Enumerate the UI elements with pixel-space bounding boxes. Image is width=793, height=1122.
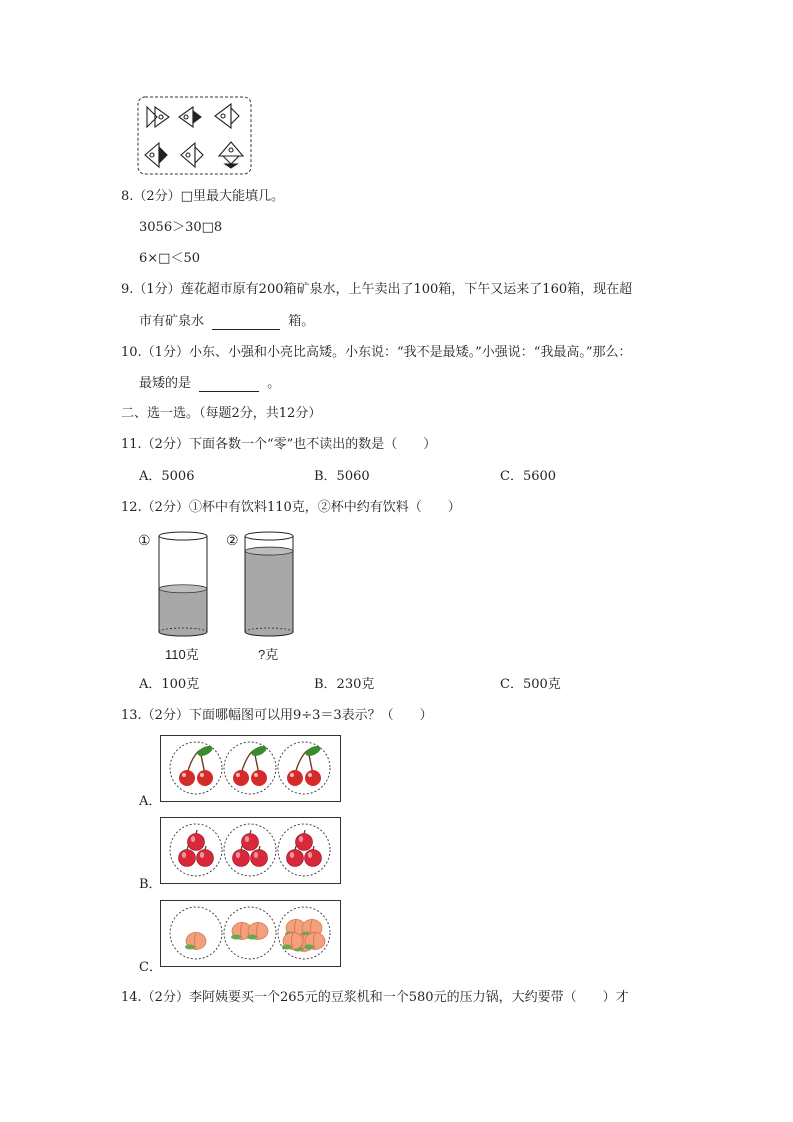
q9-text-after: 箱。 bbox=[288, 314, 315, 329]
group-circle bbox=[224, 742, 276, 794]
q10-stem: 10.（1分）小东、小强和小亮比高矮。小东说：“我不是最矮。”小强说：“我最高。”那么： bbox=[121, 345, 632, 360]
fish-icon bbox=[219, 142, 243, 168]
section-title: 二、选一选。（每题2分，共12分） bbox=[121, 406, 322, 421]
q9-text-before: 市有矿泉水 bbox=[139, 314, 205, 329]
peach-groups bbox=[161, 901, 340, 966]
cup-rim bbox=[159, 532, 207, 540]
apple-groups bbox=[161, 818, 340, 883]
q13-option-b-label[interactable]: B． bbox=[139, 877, 162, 892]
q8-line2: 6×□＜50 bbox=[139, 251, 200, 266]
apple-icon bbox=[296, 830, 313, 851]
fish-icon bbox=[215, 104, 239, 128]
q10-continuation bbox=[139, 376, 280, 392]
peach-icon bbox=[247, 923, 268, 940]
fish-icon bbox=[181, 143, 203, 167]
q12-option-c[interactable]: C．500克 bbox=[500, 677, 561, 692]
cherry-groups bbox=[161, 736, 340, 801]
apple-icon bbox=[242, 830, 259, 851]
cup-rim bbox=[245, 532, 293, 540]
q12-option-b[interactable]: B．230克 bbox=[314, 677, 375, 692]
q10-answer-blank[interactable] bbox=[199, 377, 259, 392]
apple-icon bbox=[188, 830, 205, 851]
q14-stem: 14.（2分）李阿姨要买一个265元的豆浆机和一个580元的压力锅，大约要带（ ）才 bbox=[121, 990, 629, 1005]
liquid-surface bbox=[245, 547, 293, 555]
fish-icon bbox=[179, 107, 201, 127]
cherry-icon bbox=[287, 744, 322, 786]
q13-option-c-label[interactable]: C． bbox=[139, 960, 162, 975]
cup2-label: ?克 bbox=[258, 647, 279, 662]
peach-icon bbox=[282, 933, 303, 950]
fish-icon bbox=[145, 143, 167, 167]
cup2-number: ② bbox=[226, 533, 239, 549]
cup1-label: 110克 bbox=[165, 647, 199, 662]
fish-figure-box bbox=[137, 96, 253, 176]
q10-text-after: 。 bbox=[267, 376, 281, 391]
q10-text-before: 最矮的是 bbox=[139, 376, 192, 391]
cup1-number: ① bbox=[138, 533, 151, 549]
liquid-surface bbox=[159, 585, 207, 593]
q12-stem: 12.（2分）①杯中有饮料110克，②杯中约有饮料（ ） bbox=[121, 500, 461, 515]
q9-stem: 9.（1分）莲花超市原有200箱矿泉水，上午卖出了100箱，下午又运来了160箱，现在超 bbox=[121, 282, 633, 297]
q8-stem: 8.（2分）□里最大能填几。 bbox=[121, 189, 284, 204]
q11-option-a[interactable]: A．5006 bbox=[139, 469, 195, 484]
q13-option-a-picture[interactable] bbox=[160, 735, 341, 802]
peach-icon bbox=[185, 933, 206, 950]
q11-stem: 11.（2分）下面各数一个“零”也不读出的数是（ ） bbox=[121, 437, 437, 452]
q11-option-b[interactable]: B．5060 bbox=[314, 469, 370, 484]
cherry-icon bbox=[233, 744, 268, 786]
q13-option-b-picture[interactable] bbox=[160, 817, 341, 884]
q8-line1: 3056＞30□8 bbox=[139, 220, 223, 235]
q12-option-a[interactable]: A．100克 bbox=[139, 677, 200, 692]
group-circle bbox=[278, 742, 330, 794]
q9-continuation bbox=[139, 314, 314, 330]
cherry-icon bbox=[179, 744, 214, 786]
cup-1 bbox=[157, 530, 209, 640]
q9-answer-blank[interactable] bbox=[212, 315, 280, 330]
q13-option-a-label[interactable]: A． bbox=[139, 794, 162, 809]
cup-liquid bbox=[245, 551, 293, 636]
group-circle bbox=[170, 742, 222, 794]
q13-stem: 13.（2分）下面哪幅图可以用9÷3＝3表示？（ ） bbox=[121, 708, 433, 723]
q13-option-c-picture[interactable] bbox=[160, 900, 341, 967]
q11-option-c[interactable]: C．5600 bbox=[500, 469, 557, 484]
fish-icon bbox=[147, 107, 169, 127]
cup-2 bbox=[243, 530, 295, 640]
